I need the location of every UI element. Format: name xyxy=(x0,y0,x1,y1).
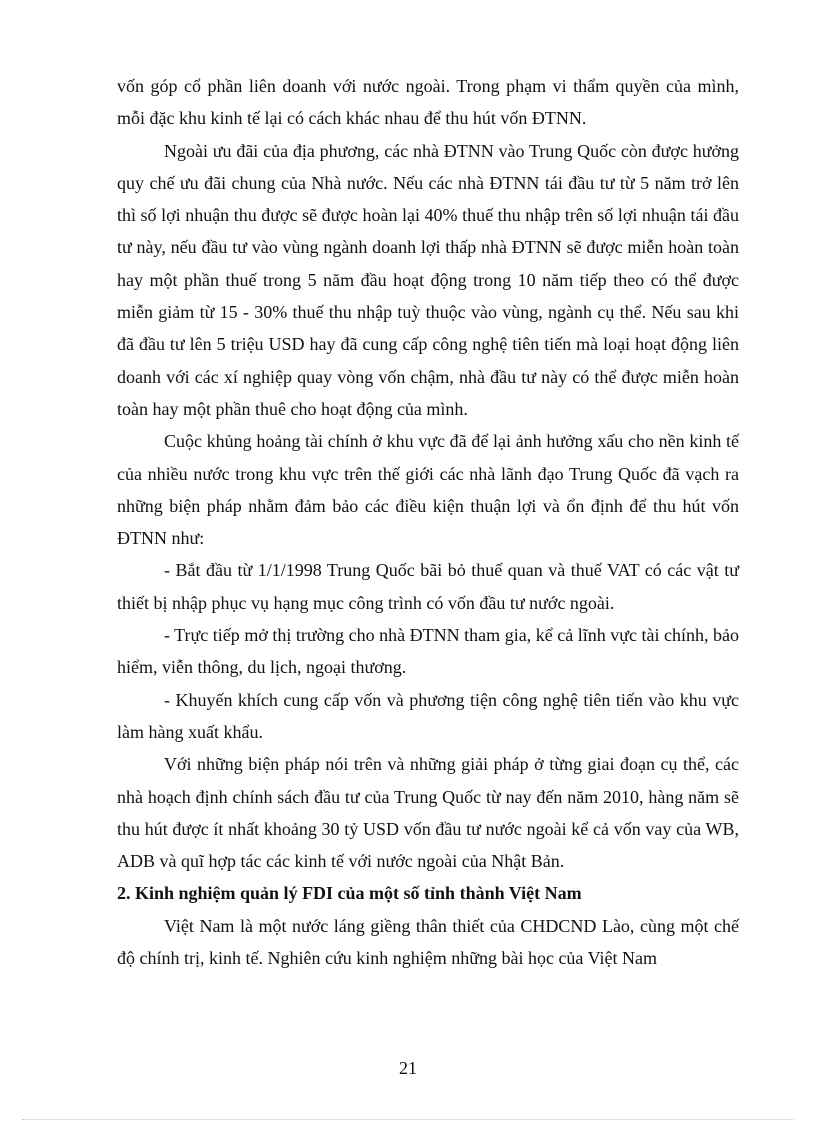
bullet-tax-exemption: - Bắt đầu từ 1/1/1998 Trung Quốc bãi bỏ thuế quan và thuế VAT có các vật tư thiết bị nhập phục vụ hạng mục công trình có vốn đầu tư nước ngoài. xyxy=(117,560,739,613)
section-heading: 2. Kinh nghiệm quản lý FDI của một số tỉnh thành Việt Nam xyxy=(117,883,582,904)
paragraph-investment-outlook: Với những biện pháp nói trên và những giải pháp ở từng giai đoạn cụ thể, các nhà hoạch định chính sách đầu tư của Trung Quốc từ nay đến năm 2010, hàng năm sẽ thu hút được ít nhất khoảng 30 tỷ USD vốn đầu tư nước ngoài kể cả vốn vay của WB, ADB và quĩ hợp tác các kinh tế với nước ngoài của Nhật Bản. xyxy=(117,754,739,872)
paragraph-vietnam-intro: Việt Nam là một nước láng giềng thân thiết của CHDCND Lào, cùng một chế độ chính trị, kinh tế. Nghiên cứu kinh nghiệm những bài học của Việt Nam xyxy=(117,915,739,969)
paragraph-incentives: Ngoài ưu đãi của địa phương, các nhà ĐTNN vào Trung Quốc còn được hưởng quy chế ưu đãi chung của Nhà nước. Nếu các nhà ĐTNN tái đầu tư từ 5 năm trở lên thì số lợi nhuận thu được sẽ được hoàn lại 40% thuế thu nhập trên số lợi nhuận tái đầu tư này, nếu đầu tư vào vùng ngành doanh lợi thấp nhà ĐTNN sẽ được miễn hoàn toàn hay một phần thuế trong 5 năm đầu hoạt động trong 10 năm tiếp theo có thể được miễn giảm từ 15 - 30% thuế thu nhập tuỳ thuộc vào vùng, ngành cụ thể. Nếu sau khi đã đầu tư lên 5 triệu USD hay đã cung cấp công nghệ tiên tiến mà loại hoạt động liên doanh với các xí nghiệp quay vòng vốn chậm, nhà đầu tư này có thể được miễn hoàn toàn hay một phần thuê cho hoạt động của mình. xyxy=(117,140,739,419)
page-bottom-divider xyxy=(22,1119,794,1120)
paragraph-continuation: vốn góp cổ phần liên doanh với nước ngoài. Trong phạm vi thẩm quyền của mình, mỗi đặc khu kinh tế lại có cách khác nhau để thu hút vốn ĐTNN. xyxy=(117,76,739,129)
bullet-market-opening: - Trực tiếp mở thị trường cho nhà ĐTNN tham gia, kể cả lĩnh vực tài chính, bảo hiểm, viễn thông, du lịch, ngoại thương. xyxy=(117,625,739,678)
paragraph-financial-crisis: Cuộc khủng hoảng tài chính ở khu vực đã để lại ảnh hưởng xấu cho nền kinh tế của nhiều nước trong khu vực trên thế giới các nhà lãnh đạo Trung Quốc đã vạch ra những biện pháp nhằm đảm bảo các điều kiện thuận lợi và ổn định để thu hút vốn ĐTNN như: xyxy=(117,431,739,549)
bullet-export-technology: - Khuyến khích cung cấp vốn và phương tiện công nghệ tiên tiến vào khu vực làm hàng xuất khẩu. xyxy=(117,689,739,742)
body-text xyxy=(117,70,739,974)
page-number: 21 xyxy=(399,1058,417,1078)
